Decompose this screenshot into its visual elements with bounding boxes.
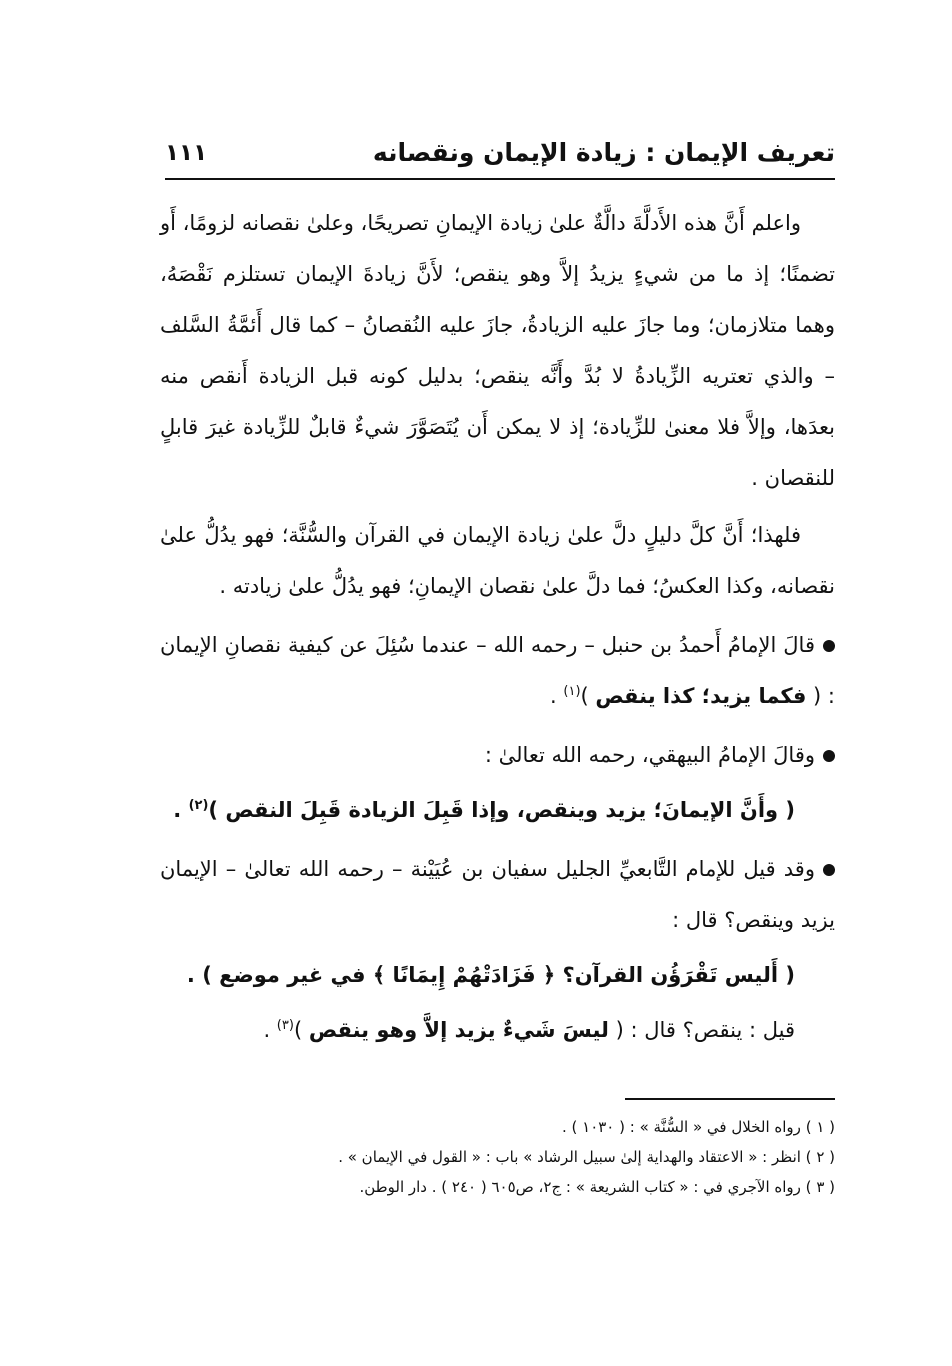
footnotes	[155, 1112, 835, 1202]
footnote-1: ( ١ ) رواه الخلال في « السُّنَّة » : ( ١٠٣٠ ) .	[561, 1118, 835, 1136]
item-sufyan-text: وقد قيل للإمام التَّابعيِّ الجليل سفيان بن عُيَيْنة – رحمه الله تعالىٰ – الإيمان يزيد وينقص؟ قال :	[160, 857, 835, 932]
page-body	[160, 198, 835, 1056]
page-number: ١١١	[165, 140, 208, 166]
quote-bayhaqi-end: .	[173, 798, 189, 822]
item-ahmad	[160, 620, 835, 722]
quote-bayhaqi-text: ( وأَنَّ الإيمانَ؛ يزيد وينقص، وإذا قَبِلَ الزيادة قَبِلَ النقص )	[208, 798, 795, 822]
quote-sufyan-2-end: .	[263, 1018, 277, 1042]
footnote-2: ( ٢ ) انظر : « الاعتقاد والهداية إلىٰ سبيل الرشاد » باب : « القول في الإيمان » .	[338, 1148, 835, 1166]
paragraph-conclusion: فلهذا؛ أَنَّ كلَّ دليلٍ دلَّ علىٰ زيادة الإيمان في القرآن والسُّنَّة؛ فهو يدُلُّ علىٰ نقصانه، وكذا العكسُ؛ فما دلَّ علىٰ نقصان الإيمانِ؛ فهو يدُلُّ علىٰ زيادته .	[160, 523, 835, 598]
running-head	[165, 138, 835, 174]
header-rule	[165, 178, 835, 180]
item-sufyan	[160, 844, 835, 946]
bullet-dot-icon	[823, 864, 835, 876]
quote-sufyan-2-text: ليسَ شَيءٌ يزيد إلاَّ وهو ينقص	[308, 1018, 609, 1042]
quote-sufyan-2	[160, 1005, 835, 1056]
quote-sufyan-2-close: )	[293, 1018, 309, 1042]
item-ahmad-close: )	[580, 684, 596, 708]
footnote-ref-2[interactable]: (٢)	[188, 798, 209, 813]
item-bayhaqi-text: وقالَ الإمامُ البيهقي، رحمه الله تعالىٰ :	[484, 743, 815, 767]
item-bayhaqi	[160, 730, 835, 781]
footnote-rule	[625, 1098, 835, 1100]
bullet-dot-icon	[823, 640, 835, 652]
footnote-ref-3[interactable]: (٣)	[276, 1018, 294, 1033]
bullet-dot-icon	[823, 750, 835, 762]
item-ahmad-end: .	[550, 684, 564, 708]
footnote-3: ( ٣ ) رواه الآجري في : « كتاب الشريعة » : ج٢، ص٦٠٥ ( ٢٤٠ ) . دار الوطن.	[359, 1178, 835, 1196]
paragraph-evidence: واعلم أَنَّ هذه الأَدلَّةَ دالَّةٌ علىٰ زيادة الإيمانِ تصريحًا، وعلىٰ نقصانه لزومًا، أَو تضمنًا؛ إذ ما من شيءٍ يزيدُ إلاَّ وهو ينقص؛ لأَنَّ زيادةَ الإيمان تستلزم نَقْصَهُ، وهما متلازمان؛ وما جازَ عليه الزيادةُ، جازَ عليه النُقصانُ – كما قال أَئمَّةُ السَّلف – والذي تعتريه الزِّيادةُ لا بُدَّ وأَنَّه ينقص؛ بدليل كونه قبل الزيادة أَنقص منه بعدَها، وإلاَّ فلا معنىٰ للزِّيادة؛ إذ لا يمكن أَن يُتَصَوَّرَ شيءٌ قابلٌ للزِّيادة غيرَ قابلٍ للنقصان .	[160, 211, 835, 490]
quote-sufyan-1: ( أَليس تَقْرَؤُن القرآن؟ ﴿ فَزَادَتْهُمْ إِيمَانًا ﴾ في غير موضع ) .	[186, 963, 795, 987]
quote-sufyan-2-prefix: قيل : ينقص؟ قال : (	[608, 1018, 795, 1042]
item-ahmad-text: قالَ الإمامُ أَحمدُ بن حنبل – رحمه الله – عندما سُئِلَ عن كيفية نقصانِ الإيمان : (	[160, 633, 835, 708]
item-ahmad-quote: فكما يزيد؛ كذا ينقص	[595, 684, 807, 708]
quote-bayhaqi	[160, 785, 835, 836]
footnote-ref-1[interactable]: (١)	[563, 684, 581, 699]
running-title: تعريف الإيمان : زيادة الإيمان ونقصانه	[372, 138, 835, 167]
